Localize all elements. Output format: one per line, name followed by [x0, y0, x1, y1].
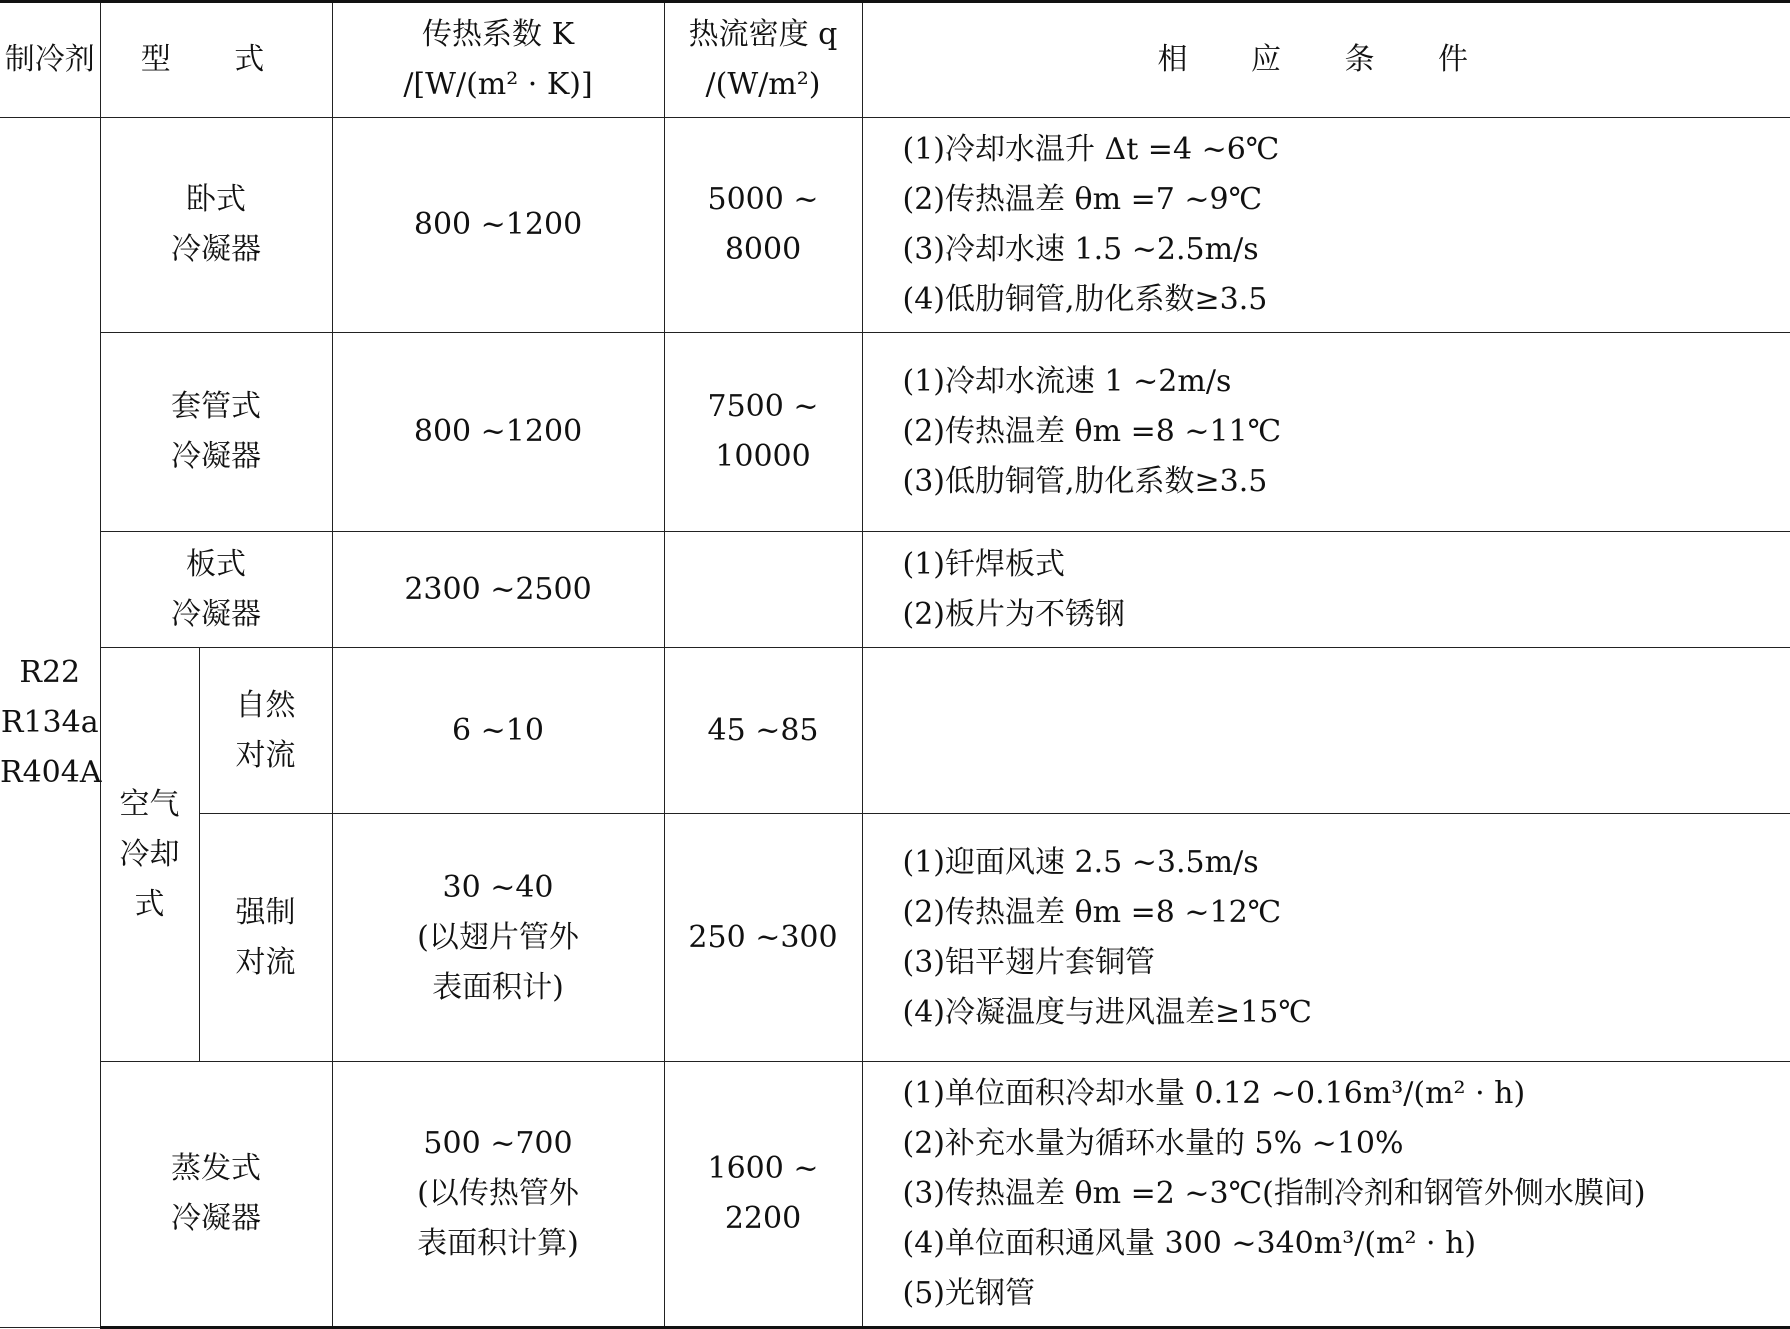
table-row	[0, 814, 1790, 1062]
q-value-cell: 7500 ~ 10000	[664, 333, 862, 532]
header-heat-flux-density: 热流密度 q /(W/m²)	[664, 2, 862, 118]
conditions-cell: (1)单位面积冷却水量 0.12 ~0.16m³/(m² · h) (2)补充水量为循环水量的 5% ~10% (3)传热温差 θm =2 ~3℃(指制冷剂和钢管外侧水膜间) (4)单位面积通风量 300 ~340m³/(m² · h) (5)光钢管	[862, 1062, 1790, 1328]
table-row	[0, 118, 1790, 333]
k-value-cell: 6 ~10	[332, 648, 664, 814]
k-value-cell: 30 ~40 (以翅片管外 表面积计)	[332, 814, 664, 1062]
conditions-cell: (1)迎面风速 2.5 ~3.5m/s (2)传热温差 θm =8 ~12℃ (3)铝平翅片套铜管 (4)冷凝温度与进风温差≥15℃	[862, 814, 1790, 1062]
conditions-cell: (1)冷却水温升 Δt =4 ~6℃ (2)传热温差 θm =7 ~9℃ (3)冷却水速 1.5 ~2.5m/s (4)低肋铜管,肋化系数≥3.5	[862, 118, 1790, 333]
type-cell: 蒸发式 冷凝器	[100, 1062, 332, 1328]
type-cell: 板式 冷凝器	[100, 532, 332, 648]
q-value-cell: 5000 ~ 8000	[664, 118, 862, 333]
q-value-cell: 45 ~85	[664, 648, 862, 814]
conditions-cell: (1)冷却水流速 1 ~2m/s (2)传热温差 θm =8 ~11℃ (3)低肋铜管,肋化系数≥3.5	[862, 333, 1790, 532]
conditions-cell: (1)钎焊板式 (2)板片为不锈钢	[862, 532, 1790, 648]
table-row	[0, 648, 1790, 814]
k-value-cell: 800 ~1200	[332, 333, 664, 532]
q-value-cell: 250 ~300	[664, 814, 862, 1062]
air-cooled-cell: 空气 冷却 式	[100, 648, 199, 1062]
header-heat-transfer-coefficient: 传热系数 K /[W/(m² · K)]	[332, 2, 664, 118]
type-cell: 卧式 冷凝器	[100, 118, 332, 333]
q-value-cell	[664, 532, 862, 648]
k-value-cell: 800 ~1200	[332, 118, 664, 333]
type-cell: 强制 对流	[199, 814, 332, 1062]
conditions-cell	[862, 648, 1790, 814]
header-conditions: 相 应 条 件	[862, 2, 1790, 118]
k-value-cell: 500 ~700 (以传热管外 表面积计算)	[332, 1062, 664, 1328]
q-value-cell: 1600 ~ 2200	[664, 1062, 862, 1328]
table-row	[0, 532, 1790, 648]
table-row	[0, 333, 1790, 532]
k-value-cell: 2300 ~2500	[332, 532, 664, 648]
type-cell: 自然 对流	[199, 648, 332, 814]
header-row	[0, 2, 1790, 118]
header-type: 型 式	[100, 2, 332, 118]
header-refrigerant: 制冷剂	[0, 2, 100, 118]
type-cell: 套管式 冷凝器	[100, 333, 332, 532]
refrigerant-cell: R22 R134a R404A	[0, 118, 100, 1328]
table-row	[0, 1062, 1790, 1328]
